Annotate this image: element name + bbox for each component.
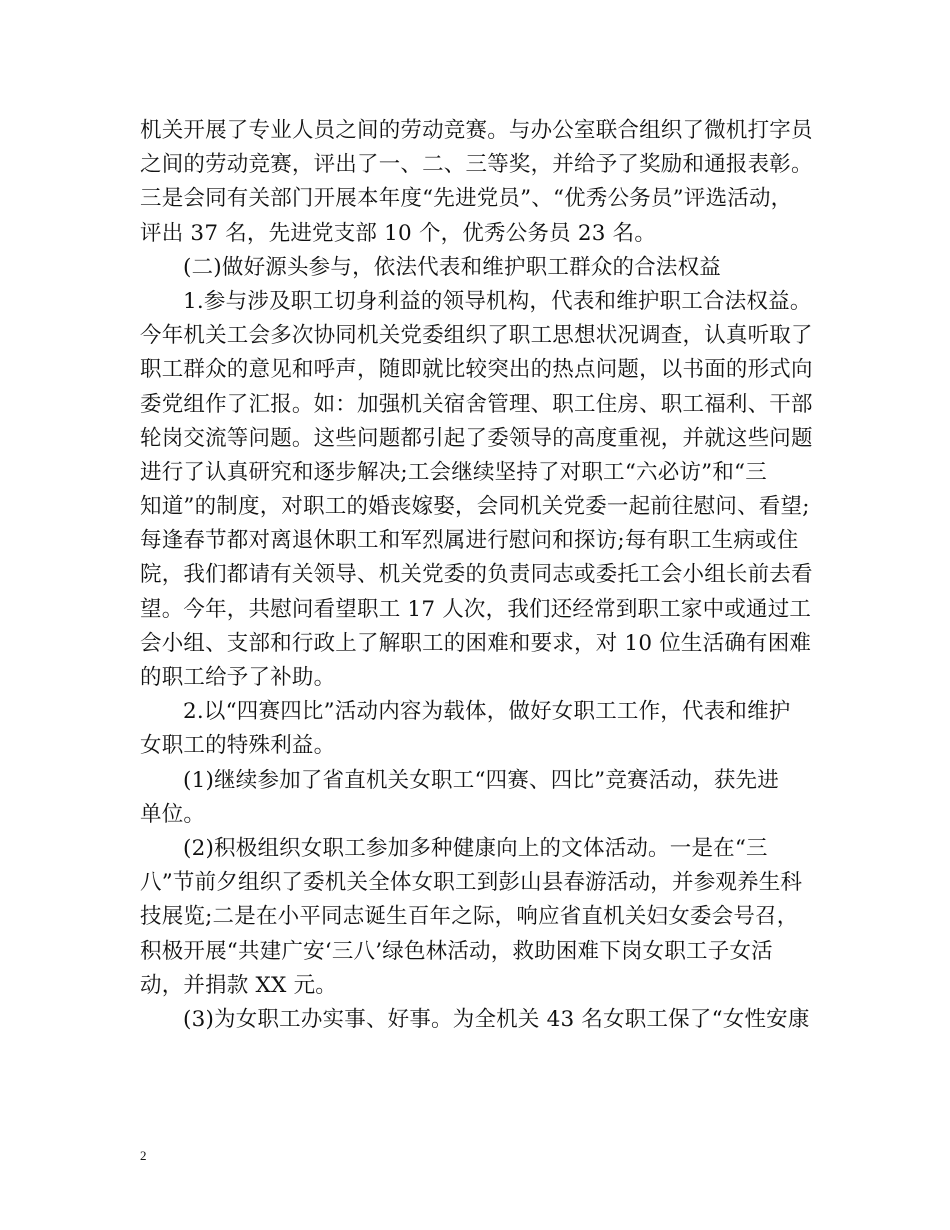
text-line: (2)积极组织女职工参加多种健康向上的文体活动。一是在“三 xyxy=(183,835,768,861)
text-line: 院，我们都请有关领导、机关党委的负责同志或委托工会小组长前去看 xyxy=(140,562,813,588)
text-line: 评出 37 名，先进党支部 10 个，优秀公务员 23 名。 xyxy=(140,220,657,246)
text-line: 职工群众的意见和呼声，随即就比较突出的热点问题，以书面的形式向 xyxy=(140,357,813,383)
text-line: 望。今年，共慰问看望职工 17 人次，我们还经常到职工家中或通过工 xyxy=(140,596,812,622)
page-number: 2 xyxy=(140,1148,147,1163)
text-line: (二)做好源头参与，依法代表和维护职工群众的合法权益 xyxy=(183,254,721,280)
text-line: 2.以“四赛四比”活动内容为载体，做好女职工工作，代表和维护 xyxy=(183,699,791,725)
text-line: 动，并捐款 XX 元。 xyxy=(140,972,337,998)
text-line: 积极开展“共建广安‘三八’绿色林活动，救助困难下岗女职工子女活 xyxy=(140,938,773,964)
text-line: 之间的劳动竞赛，评出了一、二、三等奖，并给予了奖励和通报表彰。 xyxy=(140,152,813,178)
text-line: 单位。 xyxy=(140,801,206,827)
text-line: 知道”的制度，对职工的婚丧嫁娶，会同机关党委一起前往慰问、看望; xyxy=(140,494,810,520)
text-line: 机关开展了专业人员之间的劳动竞赛。与办公室联合组织了微机打字员 xyxy=(140,118,813,143)
text-line: 今年机关工会多次协同机关党委组织了职工思想状况调查，认真听取了 xyxy=(140,323,813,349)
text-line: 每逢春节都对离退休职工和军烈属进行慰问和探访;每有职工生病或住 xyxy=(140,528,799,554)
text-line: 八”节前夕组织了委机关全体女职工到彭山县春游活动，并参观养生科 xyxy=(140,870,803,896)
text-line: 女职工的特殊利益。 xyxy=(140,733,336,759)
text-line: 的职工给予了补助。 xyxy=(140,665,336,690)
text-line: 1.参与涉及职工切身利益的领导机构，代表和维护职工合法权益。 xyxy=(183,288,812,314)
text-line: 委党组作了汇报。如：加强机关宿舍管理、职工住房、职工福利、干部 xyxy=(140,391,813,417)
text-line: 轮岗交流等问题。这些问题都引起了委领导的高度重视，并就这些问题 xyxy=(140,425,813,451)
text-line: 三是会同有关部门开展本年度“先进党员”、“优秀公务员”评选活动， xyxy=(140,186,793,212)
text-line: 技展览;二是在小平同志诞生百年之际，响应省直机关妇女委会号召， xyxy=(140,904,799,930)
text-line: 进行了认真研究和逐步解决;工会继续坚持了对职工“六必访”和“三 xyxy=(140,459,767,485)
text-line: (1)继续参加了省直机关女职工“四赛、四比”竞赛活动，获先进 xyxy=(183,767,779,793)
text-line: (3)为女职工办实事、好事。为全机关 43 名女职工保了“女性安康 xyxy=(183,1006,810,1032)
document-body xyxy=(140,114,820,1037)
text-line: 会小组、支部和行政上了解职工的困难和要求，对 10 位生活确有困难 xyxy=(140,630,812,656)
